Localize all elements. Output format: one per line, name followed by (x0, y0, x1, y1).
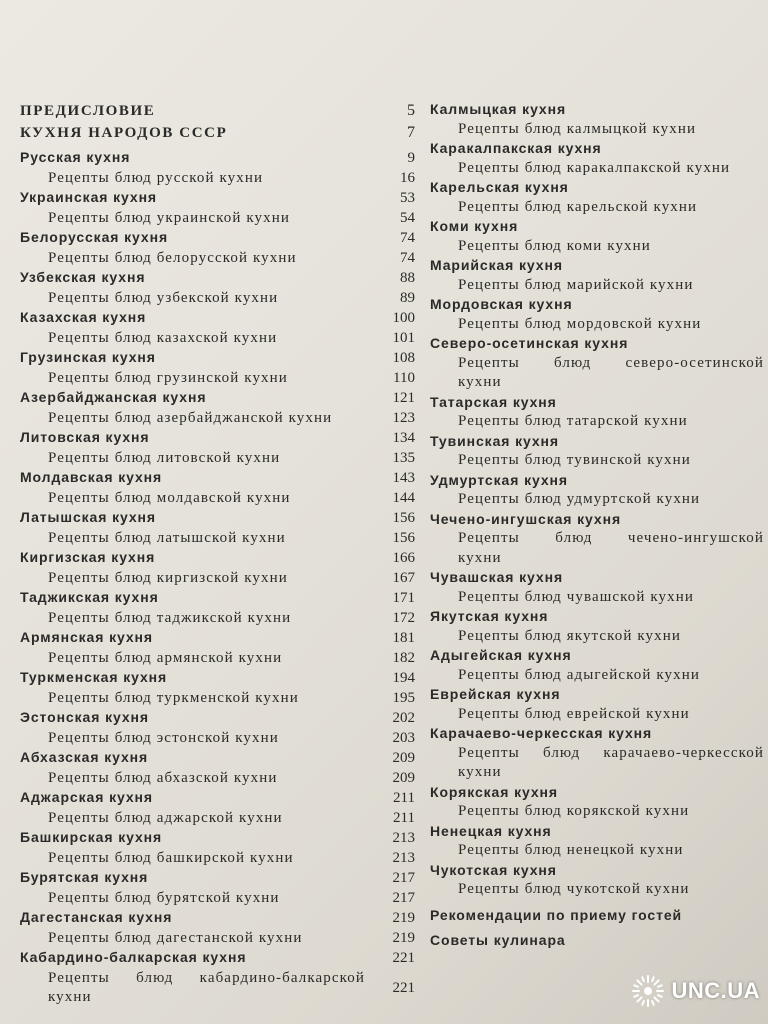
cuisine-title: Чечено-ингушская кухня (430, 510, 622, 527)
recipes-title: Рецепты блюд корякской кухни (458, 803, 690, 819)
toc-entry (20, 628, 415, 668)
toc-entry (430, 646, 764, 685)
cuisine-row (430, 568, 764, 588)
recipes-word: кабардино-балкарской (199, 969, 365, 986)
toc-entry (20, 588, 415, 628)
cuisine-title: Белорусская кухня (20, 229, 169, 245)
recipes-word: блюд (542, 744, 581, 761)
toc-entry (20, 708, 415, 748)
section-heading (20, 100, 415, 122)
recipes-continuation: кухни (458, 764, 502, 780)
recipes-title: Рецепты блюд белорусской кухни (48, 249, 297, 266)
cuisine-title: Башкирская кухня (20, 829, 163, 845)
recipes-title: Рецепты блюд якутской кухни (458, 627, 681, 644)
page-number: 219 (392, 929, 415, 946)
recipes-title: Рецепты блюд грузинской кухни (48, 369, 288, 386)
page-number: 211 (393, 809, 415, 826)
recipes-title: Рецепты блюд чувашской кухни (458, 588, 694, 605)
toc-entry (20, 268, 415, 308)
recipes-row (430, 841, 764, 861)
cuisine-row (20, 908, 415, 929)
toc-entry (20, 748, 415, 788)
toc-entry (20, 468, 415, 508)
cuisine-row (430, 256, 764, 276)
recipes-title: Рецепты блюд еврейской кухни (458, 705, 690, 722)
recipes-word: блюд (555, 530, 593, 546)
page-number: 156 (392, 529, 415, 546)
toc-entry (20, 508, 415, 548)
cuisine-row (430, 783, 764, 803)
toc-entry (20, 548, 415, 588)
cuisine-title: Татарская кухня (430, 393, 557, 410)
cuisine-title: Кабардино-балкарская кухня (20, 949, 247, 965)
recipes-title: Рецепты блюд ненецкой кухни (458, 842, 684, 858)
recipes-row (20, 929, 415, 949)
recipes-row (430, 529, 764, 549)
toc-entry (430, 607, 764, 646)
cuisine-row (20, 948, 415, 969)
page-number: 101 (392, 329, 415, 346)
recipes-row (20, 569, 415, 589)
watermark-text: UNC.UA (671, 978, 760, 1003)
toc-entry (430, 510, 764, 569)
page-number: 7 (407, 124, 415, 141)
recipes-title: Рецепты блюд удмуртской кухни (458, 491, 701, 507)
page-number: 194 (392, 670, 415, 686)
cuisine-title: Туркменская кухня (20, 669, 168, 685)
toc-entry (430, 432, 764, 471)
recipes-row (20, 889, 415, 909)
recipes-row (20, 689, 415, 709)
extra-section-title: Рекомендации по приему гостей (430, 906, 683, 923)
recipes-row (20, 489, 415, 509)
cuisine-title: Карельская кухня (430, 179, 569, 195)
recipes-row (20, 209, 415, 229)
cuisine-row (20, 428, 415, 449)
page-number: 213 (392, 849, 415, 866)
recipes-row (20, 529, 415, 549)
page-number: 217 (392, 870, 415, 886)
cuisine-row (20, 828, 415, 849)
page-number: 211 (393, 790, 415, 806)
page-number: 166 (392, 550, 415, 566)
toc-entry (430, 724, 764, 783)
recipes-title: Рецепты блюд русской кухни (48, 169, 264, 186)
cuisine-row (430, 178, 764, 198)
recipes-row (20, 369, 415, 389)
cuisine-title: Корякская кухня (430, 783, 558, 800)
cuisine-row (20, 868, 415, 889)
cuisine-row (20, 268, 415, 289)
toc-entry (430, 178, 764, 217)
recipes-row (430, 744, 764, 764)
toc-entry (20, 228, 415, 268)
toc-entry (430, 295, 764, 334)
page-number: 110 (393, 369, 415, 386)
cuisine-row (430, 822, 764, 842)
toc-entry (430, 139, 764, 178)
recipes-title (458, 529, 764, 549)
recipes-title: Рецепты блюд казахской кухни (48, 329, 278, 346)
cuisine-row (20, 308, 415, 329)
cuisine-row (20, 588, 415, 609)
recipes-word: блюд (554, 354, 592, 371)
recipes-title: Рецепты блюд узбекской кухни (48, 289, 279, 306)
page-number: 134 (392, 430, 415, 446)
recipes-word: чечено-ингушской (627, 530, 764, 546)
cuisine-row (20, 788, 415, 809)
recipes-row (20, 449, 415, 469)
cuisine-title: Литовская кухня (20, 429, 150, 445)
recipes-row (20, 169, 415, 189)
cuisine-row (20, 188, 415, 209)
recipes-row (20, 729, 415, 749)
cuisine-title: Карачаево-черкесская кухня (430, 725, 653, 741)
page-number: 221 (392, 950, 415, 966)
recipes-row (20, 809, 415, 829)
cuisine-row (20, 508, 415, 529)
page-number: 53 (400, 190, 415, 206)
cuisine-row (430, 471, 764, 491)
toc-entry (430, 783, 764, 822)
cuisine-title: Украинская кухня (20, 189, 157, 205)
cuisine-row (20, 388, 415, 409)
toc-entry (20, 828, 415, 868)
recipes-row (430, 627, 764, 647)
cuisine-row (430, 646, 764, 666)
toc-entry (430, 471, 764, 510)
recipes-row (20, 649, 415, 669)
toc-left-column (20, 100, 415, 1008)
toc-entry (20, 668, 415, 708)
recipes-word: блюд (136, 969, 174, 986)
toc-entry (20, 308, 415, 348)
toc-entry (20, 148, 415, 188)
recipes-continuation: кухни (458, 549, 502, 566)
recipes-title: Рецепты блюд чукотской кухни (458, 881, 690, 897)
recipes-title: Рецепты блюд дагестанской кухни (48, 929, 303, 946)
recipes-continuation: кухни (458, 374, 502, 390)
cuisine-title: Тувинская кухня (430, 432, 559, 449)
cuisine-row (20, 548, 415, 569)
page-number: 156 (392, 510, 415, 526)
recipes-title: Рецепты блюд латышской кухни (48, 529, 286, 546)
toc-entry (20, 348, 415, 388)
recipes-title: Рецепты блюд эстонской кухни (48, 729, 279, 746)
cuisine-title: Молдавская кухня (20, 469, 163, 485)
cuisine-title: Каракалпакская кухня (430, 140, 602, 156)
cuisine-title: Якутская кухня (430, 608, 549, 624)
page-number: 16 (400, 169, 415, 186)
page-number: 74 (400, 249, 415, 266)
cuisine-title: Еврейская кухня (430, 686, 561, 702)
recipes-title: Рецепты блюд абхазской кухни (48, 769, 278, 786)
cuisine-title: Коми кухня (430, 218, 519, 234)
section-heading (20, 122, 415, 144)
section-heading-title: ПРЕДИСЛОВИЕ (20, 103, 156, 119)
recipes-word: Рецепты (48, 969, 110, 986)
cuisine-title: Чукотская кухня (430, 861, 557, 878)
recipes-title: Рецепты блюд киргизской кухни (48, 569, 288, 586)
page-number: 217 (392, 889, 415, 906)
recipes-title: Рецепты блюд марийской кухни (458, 276, 694, 293)
page-number: 54 (400, 209, 415, 226)
cuisine-row (430, 393, 764, 413)
recipes-title: Рецепты блюд украинской кухни (48, 209, 290, 226)
toc-entry (430, 256, 764, 295)
sunburst-logo-icon (631, 974, 665, 1008)
page-number: 195 (392, 689, 415, 706)
page-number: 100 (392, 310, 415, 326)
site-watermark (631, 974, 760, 1008)
page-number: 135 (392, 449, 415, 466)
cuisine-title: Эстонская кухня (20, 709, 149, 725)
recipes-title: Рецепты блюд бурятской кухни (48, 889, 280, 906)
recipes-title: Рецепты блюд армянской кухни (48, 649, 283, 666)
recipes-title (458, 744, 764, 764)
cuisine-title: Узбекская кухня (20, 269, 146, 285)
cuisine-row (430, 295, 764, 315)
cuisine-title: Таджикская кухня (20, 589, 159, 605)
recipes-word: карачаево-черкесской (603, 744, 764, 761)
toc-entry (20, 948, 415, 1008)
toc-right-column (430, 100, 764, 951)
recipes-title: Рецепты блюд татарской кухни (458, 413, 688, 429)
recipes-row (430, 159, 764, 179)
recipes-row (20, 289, 415, 309)
cuisine-title: Бурятская кухня (20, 869, 149, 885)
recipes-row (430, 276, 764, 296)
page-number: 171 (392, 590, 415, 606)
recipes-row (430, 237, 764, 257)
toc-entry (430, 685, 764, 724)
recipes-title: Рецепты блюд тувинской кухни (458, 452, 691, 468)
recipes-title: Рецепты блюд адыгейской кухни (458, 666, 700, 683)
recipes-row (430, 880, 764, 900)
recipes-title: Рецепты блюд мордовской кухни (458, 315, 702, 332)
cuisine-row (20, 228, 415, 249)
cuisine-title: Чувашская кухня (430, 569, 564, 585)
recipes-word: Рецепты (458, 530, 520, 546)
page-number: 108 (392, 350, 415, 366)
recipes-row (430, 354, 764, 374)
toc-entry (20, 868, 415, 908)
page-number: 123 (392, 409, 415, 426)
toc-entry (20, 188, 415, 228)
recipes-continuation-row (20, 980, 415, 1008)
recipes-row (430, 490, 764, 510)
cuisine-title: Аджарская кухня (20, 789, 153, 805)
cuisine-row (20, 348, 415, 369)
recipes-title: Рецепты блюд таджикской кухни (48, 609, 292, 626)
recipes-title: Рецепты блюд азербайджанской кухни (48, 409, 333, 426)
page-number: 5 (407, 102, 415, 119)
cuisine-row (20, 468, 415, 489)
page-number: 209 (392, 750, 415, 766)
cuisine-row (430, 861, 764, 881)
recipes-continuation: кухни (48, 989, 92, 1005)
recipes-row (430, 588, 764, 608)
recipes-title: Рецепты блюд коми кухни (458, 237, 651, 254)
toc-entry (20, 788, 415, 828)
page-number: 203 (392, 729, 415, 746)
recipes-row (20, 609, 415, 629)
toc-entry (20, 908, 415, 948)
page-number: 89 (400, 289, 415, 306)
cuisine-row (430, 510, 764, 530)
extra-section-title: Советы кулинара (430, 931, 566, 948)
recipes-title (48, 969, 365, 989)
cuisine-row (20, 628, 415, 649)
cuisine-row (430, 724, 764, 744)
cuisine-title: Дагестанская кухня (20, 909, 173, 925)
page-number: 182 (392, 649, 415, 666)
recipes-row (20, 409, 415, 429)
cuisine-row (20, 668, 415, 689)
page-number: 9 (407, 150, 415, 166)
cuisine-row (430, 685, 764, 705)
page-number: 219 (392, 910, 415, 926)
toc-entry (430, 100, 764, 139)
page-number: 213 (392, 830, 415, 846)
toc-entry (430, 334, 764, 393)
recipes-word: Рецепты (458, 354, 520, 371)
recipes-title: Рецепты блюд карельской кухни (458, 198, 698, 215)
recipes-title: Рецепты блюд молдавской кухни (48, 489, 291, 506)
cuisine-title: Азербайджанская кухня (20, 389, 207, 405)
cuisine-title: Калмыцкая кухня (430, 101, 567, 117)
cuisine-row (20, 708, 415, 729)
toc-entry (430, 217, 764, 256)
recipes-row (430, 666, 764, 686)
page-number: 121 (392, 390, 415, 406)
cuisine-title: Армянская кухня (20, 629, 153, 645)
recipes-word: Рецепты (458, 744, 520, 761)
page-number: 144 (392, 489, 415, 506)
recipes-row (430, 705, 764, 725)
recipes-row (20, 969, 415, 989)
recipes-row (430, 120, 764, 140)
recipes-row (430, 315, 764, 335)
cuisine-row (20, 148, 415, 169)
recipes-row (430, 198, 764, 218)
cuisine-row (430, 334, 764, 354)
recipes-word: северо-осетинской (625, 354, 764, 371)
cuisine-title: Ненецкая кухня (430, 822, 552, 839)
page-number: 181 (392, 630, 415, 646)
cuisine-title: Русская кухня (20, 149, 131, 165)
recipes-title: Рецепты блюд каракалпакской кухни (458, 159, 731, 176)
toc-entry (430, 568, 764, 607)
recipes-row (20, 249, 415, 269)
cuisine-title: Северо-осетинская кухня (430, 335, 629, 351)
page-number: 202 (392, 710, 415, 726)
cuisine-title: Киргизская кухня (20, 549, 156, 565)
recipes-row (430, 451, 764, 471)
page-number: 88 (400, 270, 415, 286)
recipes-row (20, 329, 415, 349)
toc-entry (430, 861, 764, 900)
page-number: 172 (392, 609, 415, 626)
recipes-title: Рецепты блюд калмыцкой кухни (458, 120, 697, 137)
page-number: 143 (392, 470, 415, 486)
recipes-row (20, 849, 415, 869)
recipes-row (430, 412, 764, 432)
recipes-row (430, 802, 764, 822)
recipes-title: Рецепты блюд башкирской кухни (48, 849, 294, 866)
toc-entry (430, 822, 764, 861)
recipes-title: Рецепты блюд литовской кухни (48, 449, 281, 466)
recipes-title: Рецепты блюд туркменской кухни (48, 689, 299, 706)
cuisine-title: Марийская кухня (430, 257, 563, 273)
cuisine-row (20, 748, 415, 769)
cuisine-row (430, 100, 764, 120)
page-number: 167 (392, 569, 415, 586)
page-number: 221 (392, 980, 415, 996)
recipes-row (20, 769, 415, 789)
cuisine-title: Латышская кухня (20, 509, 156, 525)
recipes-title (458, 354, 764, 374)
cuisine-title: Адыгейская кухня (430, 647, 572, 663)
cuisine-row (430, 217, 764, 237)
cuisine-title: Казахская кухня (20, 309, 147, 325)
toc-entry (20, 388, 415, 428)
cuisine-row (430, 432, 764, 452)
page-number: 209 (392, 769, 415, 786)
section-heading-title: КУХНЯ НАРОДОВ СССР (20, 125, 228, 141)
cuisine-title: Мордовская кухня (430, 296, 573, 312)
page-number: 74 (400, 230, 415, 246)
cuisine-title: Удмуртская кухня (430, 471, 568, 488)
cuisine-title: Абхазская кухня (20, 749, 149, 765)
cuisine-title: Грузинская кухня (20, 349, 156, 365)
cuisine-row (430, 139, 764, 159)
toc-entry (430, 393, 764, 432)
toc-entry (20, 428, 415, 468)
recipes-title: Рецепты блюд аджарской кухни (48, 809, 283, 826)
cuisine-row (430, 607, 764, 627)
